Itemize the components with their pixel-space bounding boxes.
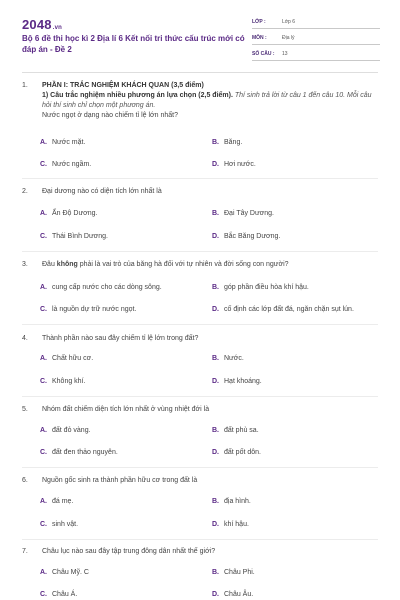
part-instruction: Thí sinh trả lời từ câu 1 đến câu 10. Mỗi câu hỏi thí sinh chỉ chọn một phương án. [42,92,372,109]
answer-option[interactable]: A. Chất hữu cơ. [40,355,94,362]
answer-option[interactable]: D. Bắc Băng Dương. [212,233,281,240]
meta-subject-row: MÔN : Địa lý [252,31,380,45]
answer-option[interactable]: D. Hạt khoáng. [212,378,262,385]
part-subtitle: 1) Câu trắc nghiệm nhiều phương án lựa chọn (2,5 điểm). [42,92,233,99]
question-divider [22,396,378,397]
question-divider [22,539,378,540]
answer-option[interactable]: A. Ấn Độ Dương. [40,210,98,217]
document-meta [252,15,380,63]
site-logo[interactable]: 2048.vn [22,17,63,32]
meta-count-row: SỐ CÂU : 13 [252,47,380,61]
answer-option[interactable]: A. đá mẹ. [40,498,74,505]
question-text: Thành phần nào sau đây chiếm tỉ lệ lớn trong đất? [42,335,199,342]
question-text: Nước ngọt ở dạng nào chiếm tỉ lệ lớn nhất? [42,112,178,119]
question-5: 5. Nhóm đất chiếm diện tích lớn nhất ở vùng nhiệt đới là [22,405,382,415]
answer-option[interactable]: D. cố định các lớp đất đá, ngăn chặn sụt lún. [212,306,354,313]
answer-option[interactable]: D. Châu Âu. [212,591,254,598]
question-6: 6. Nguồn gốc sinh ra thành phần hữu cơ trong đất là [22,476,382,486]
question-divider [22,324,378,325]
question-7: 7. Châu lục nào sau đây tập trung đông dân nhất thế giới? [22,547,382,557]
answer-option[interactable]: D. Hơi nước. [212,161,256,168]
answer-option[interactable]: C. đất đen thảo nguyên. [40,449,118,456]
answer-option[interactable]: B. Châu Phi. [212,569,255,576]
meta-class-row: LỚP : Lớp 6 [252,15,380,29]
answer-option[interactable]: B. Nước. [212,355,244,362]
document-title: Bộ 6 đề thi học kì 2 Địa lí 6 Kết nối tri thức cấu trúc mới có đáp án - Đề 2 [22,34,245,54]
header-divider [22,72,378,73]
question-3: 3. Đâu không phải là vai trò của băng hà đối với tự nhiên và đời sống con người? [22,261,289,268]
question-divider [22,467,378,468]
question-text: Nguồn gốc sinh ra thành phần hữu cơ trong đất là [42,477,198,484]
answer-option[interactable]: B. Đại Tây Dương. [212,210,274,217]
answer-option[interactable]: B. địa hình. [212,498,251,505]
answer-option[interactable]: B. Băng. [212,139,243,146]
question-divider [22,251,378,252]
answer-option[interactable]: A. Châu Mỹ. C [40,569,89,576]
answer-option[interactable]: C. Châu Á. [40,591,78,598]
answer-option[interactable]: C. Không khí. [40,378,86,385]
question-divider [22,178,378,179]
answer-option[interactable]: A. đất đỏ vàng. [40,427,91,434]
question-1: 1. PHẦN I: TRẮC NGHIỆM KHÁCH QUAN (3,5 điểm) 1) Câu trắc nghiệm nhiều phương án lựa chọn (2,5 điểm). Thí sinh trả lời từ câu 1 đến câu 10. Mỗi câu hỏi thí sinh chỉ chọn một phương án. Nước ngọt ở dạng nào chiếm tỉ lệ lớn nhất? [22,81,382,131]
question-text: Nhóm đất chiếm diện tích lớn nhất ở vùng nhiệt đới là [42,406,210,413]
part-title: PHẦN I: TRẮC NGHIỆM KHÁCH QUAN (3,5 điểm) [42,82,204,89]
answer-option[interactable]: C. là nguồn dự trữ nước ngọt. [40,306,137,313]
question-text: Châu lục nào sau đây tập trung đông dân nhất thế giới? [42,548,216,555]
question-4: 4. Thành phần nào sau đây chiếm tỉ lệ lớn trong đất? [22,334,382,344]
answer-option[interactable]: C. sinh vật. [40,521,79,528]
answer-option[interactable]: D. khí hậu. [212,521,249,528]
answer-option[interactable]: A. cung cấp nước cho các dòng sông. [40,284,162,291]
question-2: 2. Đại dương nào có diện tích lớn nhất là [22,187,382,197]
answer-option[interactable]: C. Thái Bình Dương. [40,233,108,240]
question-text: Đại dương nào có diện tích lớn nhất là [42,188,162,195]
answer-option[interactable]: B. đất phù sa. [212,427,259,434]
answer-option[interactable]: A. Nước mặt. [40,139,86,146]
answer-option[interactable]: B. góp phần điều hòa khí hậu. [212,284,309,291]
answer-option[interactable]: C. Nước ngầm. [40,161,92,168]
answer-option[interactable]: D. đất pốt dôn. [212,449,261,456]
